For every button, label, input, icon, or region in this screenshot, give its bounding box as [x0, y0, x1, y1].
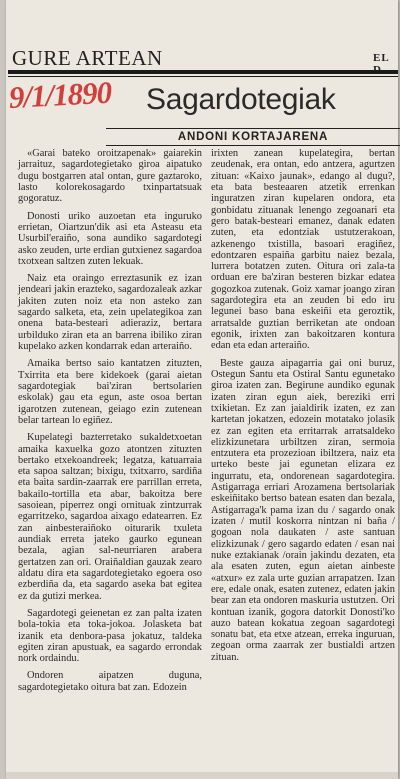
article-headline: Sagardotegiak	[146, 83, 336, 116]
paragraph: «Garai bateko oroitzapenak» gaiarekin jarraituz, sagardotegietako giroa aipatuko dugu bostgarren atal ontan, gure gaztaroko, lasto kolorekosagardo txinpartatsuak gogoratuz.	[18, 148, 202, 205]
byline-block	[106, 128, 400, 146]
page-bottom-edge	[6, 772, 398, 779]
paragraph: Ondoren aipatzen duguna, sagardotegietako oitura bat zan. Edozein	[18, 670, 202, 693]
paragraph: Beste gauza aipagarria gai oni buruz, Ostegun Santu eta Ostiral Santu egunetako giroa izaten zan. Begirune aundiko egunak izaten ziran egun aiek, bereziki erri txikietan. Ez zan jaialdirik izaten, ez zan kartetan jokatzen, edozein motatako jolasik ez zan egiten eta erritarrak arratsaldeko elizkizunetara urbiltzen ziran, sermoia entzutera eta prozezioan ibiltzera, naiz eta urteko beste jai egunetan elizara ez ingurratu, eta, ondorenean sagardotegira. Astigarraga erriari Arozamena bertsolariak eskeiñitako bertso batean esaten dan bezala, Astigarraga'k pama izan du / sagardo onak izaten / mutil koskorra nintzan ni baña / gogoan nola daukaten / aste santuan elizkizunak / gero sagardo edaten / esan nai nuke eztakianak /orain jakindu dezaten, eta ala esaten zuten, egun aietan ainbeste «atxur» ez zala urte guzian arrapatzen. Izan ere, edale onak, esaten zutenez, edaten jakin bear zan eta ondoren maskuria ustutzen. Ori kontuan izanik, gogora datorkit Donosti'ko auzo batean kokatua zegoan sagardotegi sonatu bat, eta etxe atzean, erreka inguruan, zegoan orma zaarrak zer bustialdi artzen zituan.	[211, 357, 395, 663]
article-column-left	[18, 148, 202, 693]
paragraph: Naiz eta oraingo erreztasunik ez izan jendeari jakin erazteko, sagardozaleak azkar jakiten zuten noiz eta non asteko zan sagardo salketa, eta, zein upelategikoa zan onena bata-besteari adieraziz, bertara urbilduko ziran eta an barrena ibiliko ziran kupelako azken kondarrak edan arteraiño.	[18, 273, 202, 352]
article-byline: ANDONI KORTAJARENA	[177, 131, 329, 143]
paragraph: Kupelategi bazterretako sukaldetxoetan amaika kaxuelka gozo atontzen zituzten bertako etxekoandreek; legatza, katuarraia eta sapoa saltzan; bixigu, txitxarro, sardiña eta baita sardin-zaarrak ere parrillan erreta, bakailo-tortilla eta abar, bakoitza bere sasoiean, piperrez ongi ornituak zintzurrak egarritzeko, sagardoa aixago edatearren. Ez zan ainbesteraiñoko oiturarik txuleta aundiak erreta jateko gaurko egunean bezala, agian sal-neurriaren arabera gertatzen zan ori. Oraiñaldian gauzak zearo aldatu dira eta sagardotegietako egoera oso ezberdiña da, eta sagardo aseka bat egitea ez da gutizi merkea.	[18, 432, 202, 602]
article-column-right	[211, 148, 395, 663]
paragraph: irixten zanean kupelategira, bertan zeudenak, era ontan, edo antzera, agurtzen zituan: «Kaixo jaunak», edango al dugu?, eta bata besteaaren atzetik errenkan inguratzen ziran kupelaren ondora, eta gonbidatu zituanak lenengo zegoanari eta gero batak-besteari emanez, danak edaten zuten, eta edontziak ustutzerakoan, azkenengo txistilla, basoari eragiñez, edontzaren espaiña garbitu naiez bezala, lurrera botatzen zuten. Oitura ori zala-ta orduan ere ba'ziran besteren bizkar edatea gogozkoa zutenak. Goiz xamar joango ziran sagardotegira eta an zeuden bi edo iru legunei baso bana eskeiñi eta geroztik, arratsalde guztian berriketan ate ondoan egonik, irixten zan bakoitzaren kontura edan eta edan arteraiño.	[211, 148, 395, 352]
paragraph: Donosti uriko auzoetan eta inguruko errietan, Oiartzun'dik asi eta Asteasu eta Usurbil'eraiño, sona aundiko sagardotegi asko zeuden, urte erdian gutxienez sagardoa txotxean saltzen zuten lekuak.	[18, 210, 202, 267]
header-rule-thick	[8, 70, 398, 74]
byline-rule-bottom	[106, 145, 400, 146]
newspaper-name-fragment: EL	[373, 52, 390, 64]
newspaper-page	[6, 0, 398, 779]
paragraph: Sagardotegi geienetan ez zan palta izaten bola-tokia eta toka-jokoa. Jolasketa bat izanik eta denbora-pasa jokatuz, taldeka egiten ziran apustuak, ea sagardo errondak nork ordaindu.	[18, 607, 202, 665]
section-name: GURE ARTEAN	[12, 46, 163, 70]
handwritten-date: 9/1/1890	[8, 74, 112, 115]
paragraph: Amaika bertso saio kantatzen zituzten, Txirrita eta bere kidekoek (garai aietan sagardotegiak bai'ziran bertsolarien eskolak) gau eta egun, aste osoa bertan igarotzen zutenean, geiago ezin zutenean belar tartean lo egiñez.	[18, 358, 202, 426]
